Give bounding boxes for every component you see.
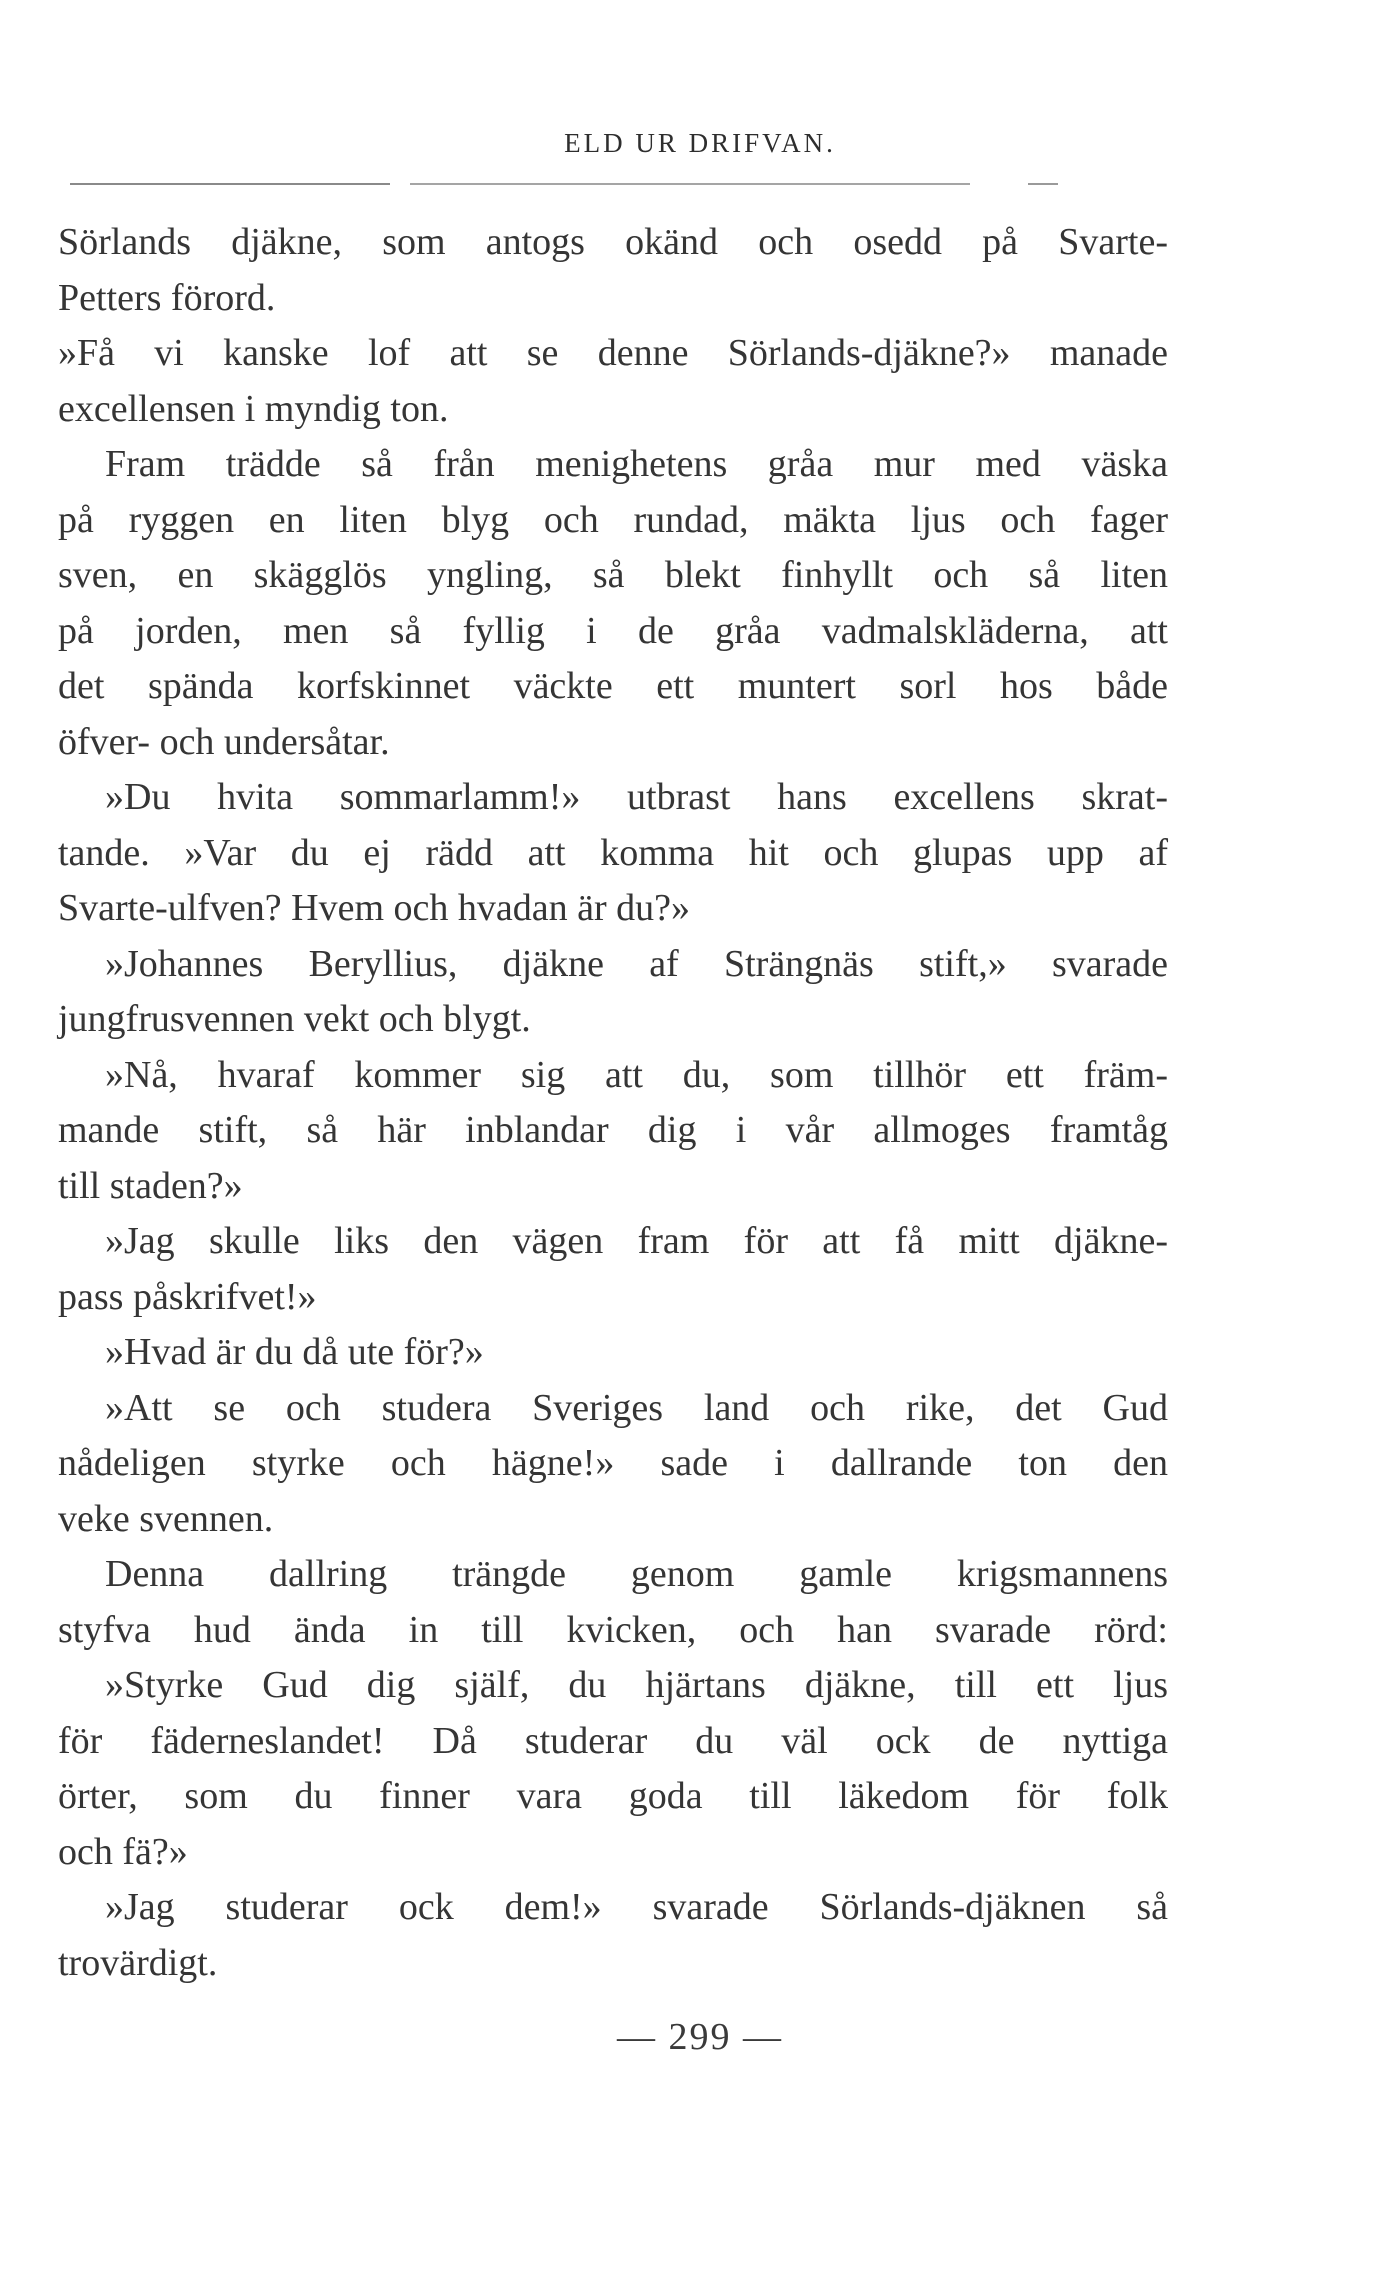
text-line: mande stift, så här inblandar dig i vår allmoges framtåg: [58, 1109, 1168, 1151]
text-line: Fram trädde så från menighetens gråa mur med väska: [105, 443, 1168, 485]
text-line: »Hvad är du då ute för?»: [105, 1331, 484, 1373]
text-line: på jorden, men så fyllig i de gråa vadmalskläderna, att: [58, 609, 1168, 652]
text-line: veke svennen.: [58, 1497, 274, 1540]
body-text: [58, 215, 1168, 1991]
text-line: tande. »Var du ej rädd att komma hit och glupas upp af: [58, 831, 1168, 874]
text-line: på ryggen en liten blyg och rundad, mäkta ljus och fager: [58, 498, 1168, 541]
text-line: jungfrusvennen vekt och blygt.: [58, 998, 531, 1040]
text-line: pass påskrifvet!»: [58, 1275, 317, 1318]
text-line: till staden?»: [58, 1164, 243, 1207]
text-line: trovärdigt.: [58, 1941, 218, 1984]
text-line: »Jag studerar ock dem!» svarade Sörlands-djäknen så: [105, 1886, 1168, 1928]
text-line: styfva hud ända in till kvicken, och han svarade rörd:: [58, 1608, 1168, 1651]
text-line: och fä?»: [58, 1830, 188, 1873]
running-head: ELD UR DRIFVAN.: [564, 128, 836, 158]
text-line: nådeligen styrke och hägne!» sade i dallrande ton den: [58, 1442, 1168, 1484]
text-line: »Att se och studera Sveriges land och rike, det Gud: [105, 1386, 1168, 1429]
text-line: »Jag skulle liks den vägen fram för att få mitt djäkne-: [105, 1220, 1168, 1262]
text-line: Denna dallring trängde genom gamle krigsmannens: [105, 1553, 1168, 1595]
text-line: sven, en skägglös yngling, så blekt finhyllt och så liten: [58, 554, 1168, 596]
text-line: örter, som du finner vara goda till läkedom för folk: [58, 1775, 1168, 1817]
text-line: »Styrke Gud dig själf, du hjärtans djäkne, till ett ljus: [105, 1664, 1168, 1706]
text-line: »Få vi kanske lof att se denne Sörlands-djäkne?» manade: [58, 332, 1168, 374]
text-line: öfver- och undersåtar.: [58, 720, 390, 763]
text-line: excellensen i myndig ton.: [58, 387, 449, 430]
text-line: »Du hvita sommarlamm!» utbrast hans excellens skrat-: [105, 776, 1168, 818]
text-line: Sörlands djäkne, som antogs okänd och osedd på Svarte-: [58, 221, 1168, 263]
text-line: »Nå, hvaraf kommer sig att du, som tillhör ett främ-: [105, 1053, 1168, 1096]
page-number: — 299 —: [617, 2016, 783, 2058]
text-line: Petters förord.: [58, 276, 276, 319]
header-rule: [70, 183, 390, 185]
text-line: Svarte-ulfven? Hvem och hvadan är du?»: [58, 887, 691, 929]
header-rule: [1028, 183, 1058, 185]
text-line: »Johannes Beryllius, djäkne af Strängnäs stift,» svarade: [105, 942, 1168, 985]
header-rule: [410, 183, 970, 185]
text-line: det spända korfskinnet väckte ett muntert sorl hos både: [58, 665, 1168, 707]
text-line: för fäderneslandet! Då studerar du väl ock de nyttiga: [58, 1719, 1168, 1762]
